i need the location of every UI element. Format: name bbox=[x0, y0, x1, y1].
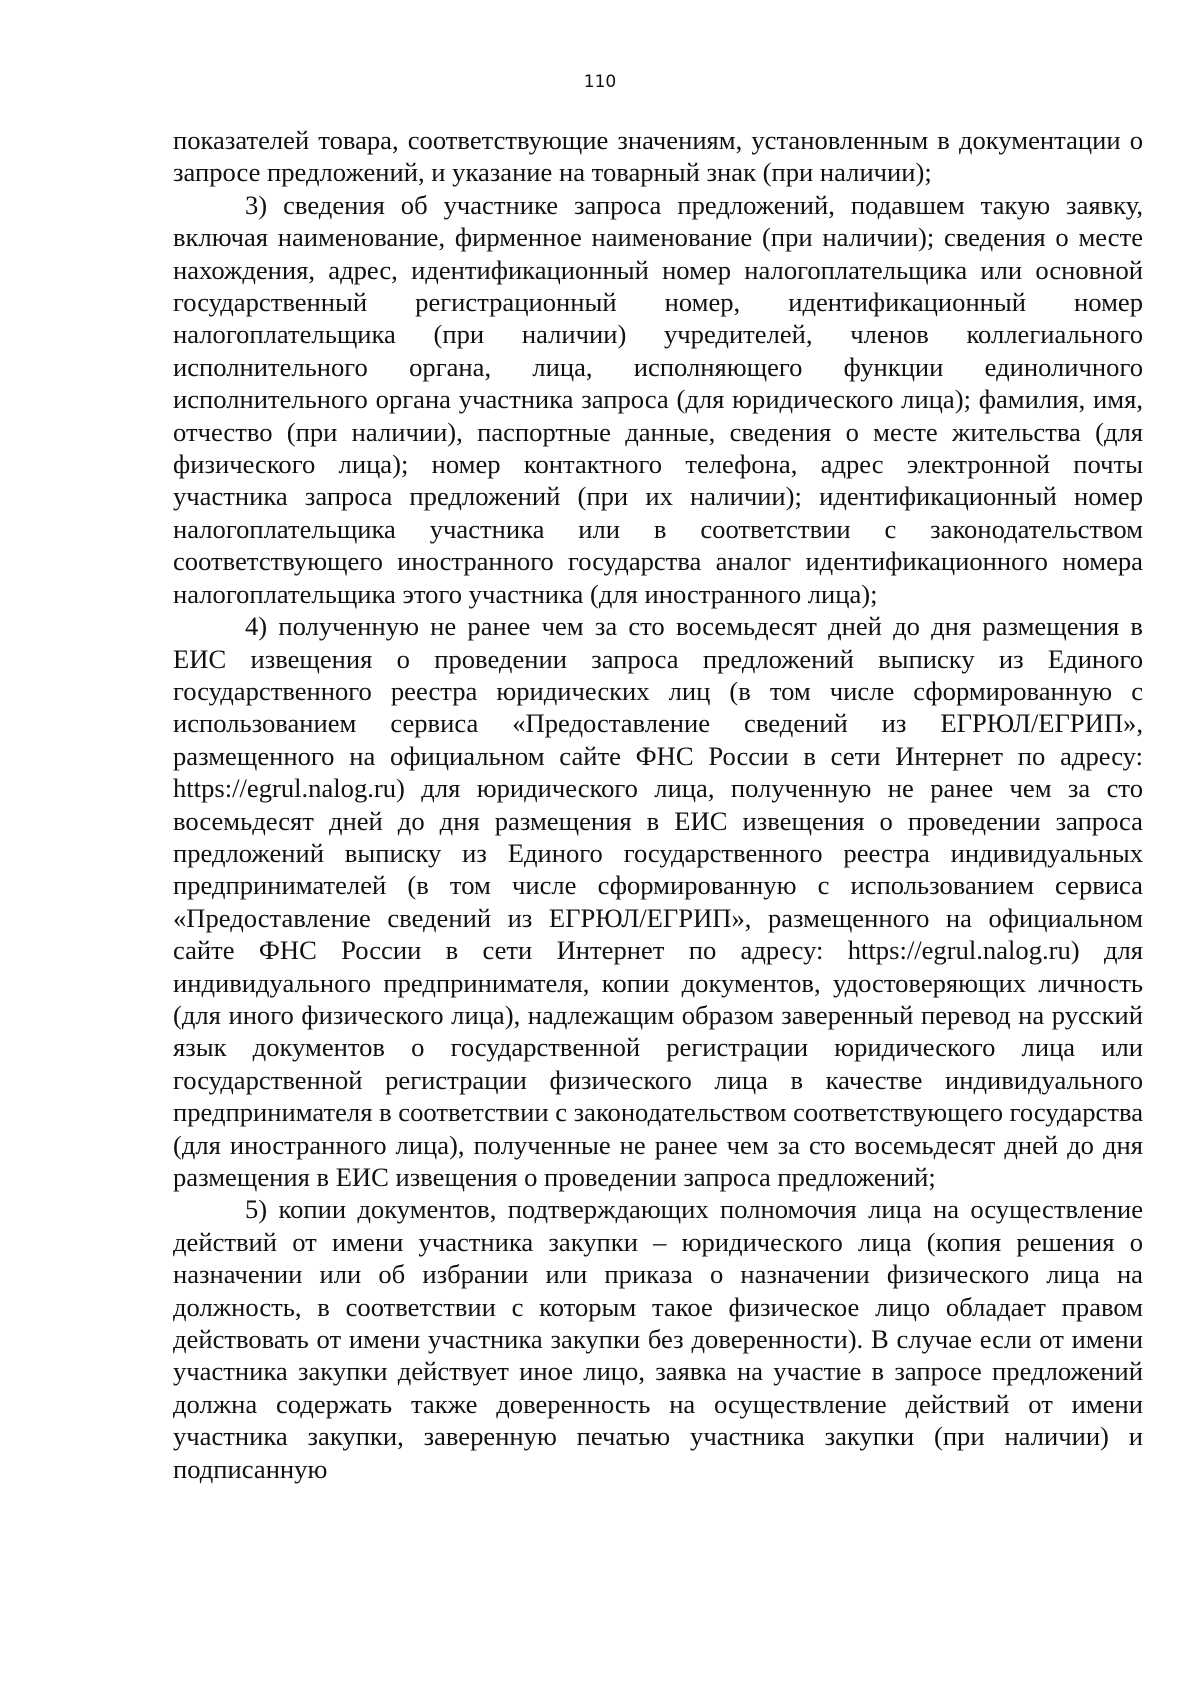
page-number: 110 bbox=[583, 72, 617, 92]
paragraph-item-4: 4) полученную не ранее чем за сто восемьдесят дней до дня размещения в ЕИС извещения о проведении запроса предложений выписку из Единого государственного реестра юридических лиц (в том числе сформированную с использованием сервиса «Предоставление сведений из ЕГРЮЛ/ЕГРИП», размещенного на официальном сайте ФНС России в сети Интернет по адресу: https://egrul.nalog.ru) для юридического лица, полученную не ранее чем за сто восемьдесят дней до дня размещения в ЕИС извещения о проведении запроса предложений выписку из Единого государственного реестра индивидуальных предпринимателей (в том числе сформированную с использованием сервиса «Предоставление сведений из ЕГРЮЛ/ЕГРИП», размещенного на официальном сайте ФНС России в сети Интернет по адресу: https://egrul.nalog.ru) для индивидуального предпринимателя, копии документов, удостоверяющих личность (для иного физического лица), надлежащим образом заверенный перевод на русский язык документов о государственной регистрации юридического лица или государственной регистрации физического лица в качестве индивидуального предпринимателя в соответствии с законодательством соответствующего государства (для иностранного лица), полученные не ранее чем за сто восемьдесят дней до дня размещения в ЕИС извещения о проведении запроса предложений; bbox=[173, 611, 1143, 1192]
paragraph-continuation: показателей товара, соответствующие значениям, установленным в документации о запросе предложений, и указание на товарный знак (при наличии); bbox=[173, 125, 1143, 188]
paragraph-item-3: 3) сведения об участнике запроса предложений, подавшем такую заявку, включая наименование, фирменное наименование (при наличии); сведения о месте нахождения, адрес, идентификационный номер налогоплательщика или основной государственный регистрационный номер, идентификационный номер налогоплательщика (при наличии) учредителей, членов коллегиального исполнительного органа, лица, исполняющего функции единоличного исполнительного органа участника запроса (для юридического лица); фамилия, имя, отчество (при наличии), паспортные данные, сведения о месте жительства (для физического лица); номер контактного телефона, адрес электронной почты участника запроса предложений (при их наличии); идентификационный номер налогоплательщика участника или в соответствии с законодательством соответствующего иностранного государства аналог идентификационного номера налогоплательщика этого участника (для иностранного лица); bbox=[173, 189, 1143, 609]
document-body bbox=[173, 124, 1143, 1485]
paragraph-item-5: 5) копии документов, подтверждающих полномочия лица на осуществление действий от имени участника закупки – юридического лица (копия решения о назначении или об избрании или приказа о назначении физического лица на должность, в соответствии с которым такое физическое лицо обладает правом действовать от имени участника закупки без доверенности). В случае если от имени участника закупки действует иное лицо, заявка на участие в запросе предложений должна содержать также доверенность на осуществление действий от имени участника закупки, заверенную печатью участника закупки (при наличии) и подписанную bbox=[173, 1194, 1143, 1484]
